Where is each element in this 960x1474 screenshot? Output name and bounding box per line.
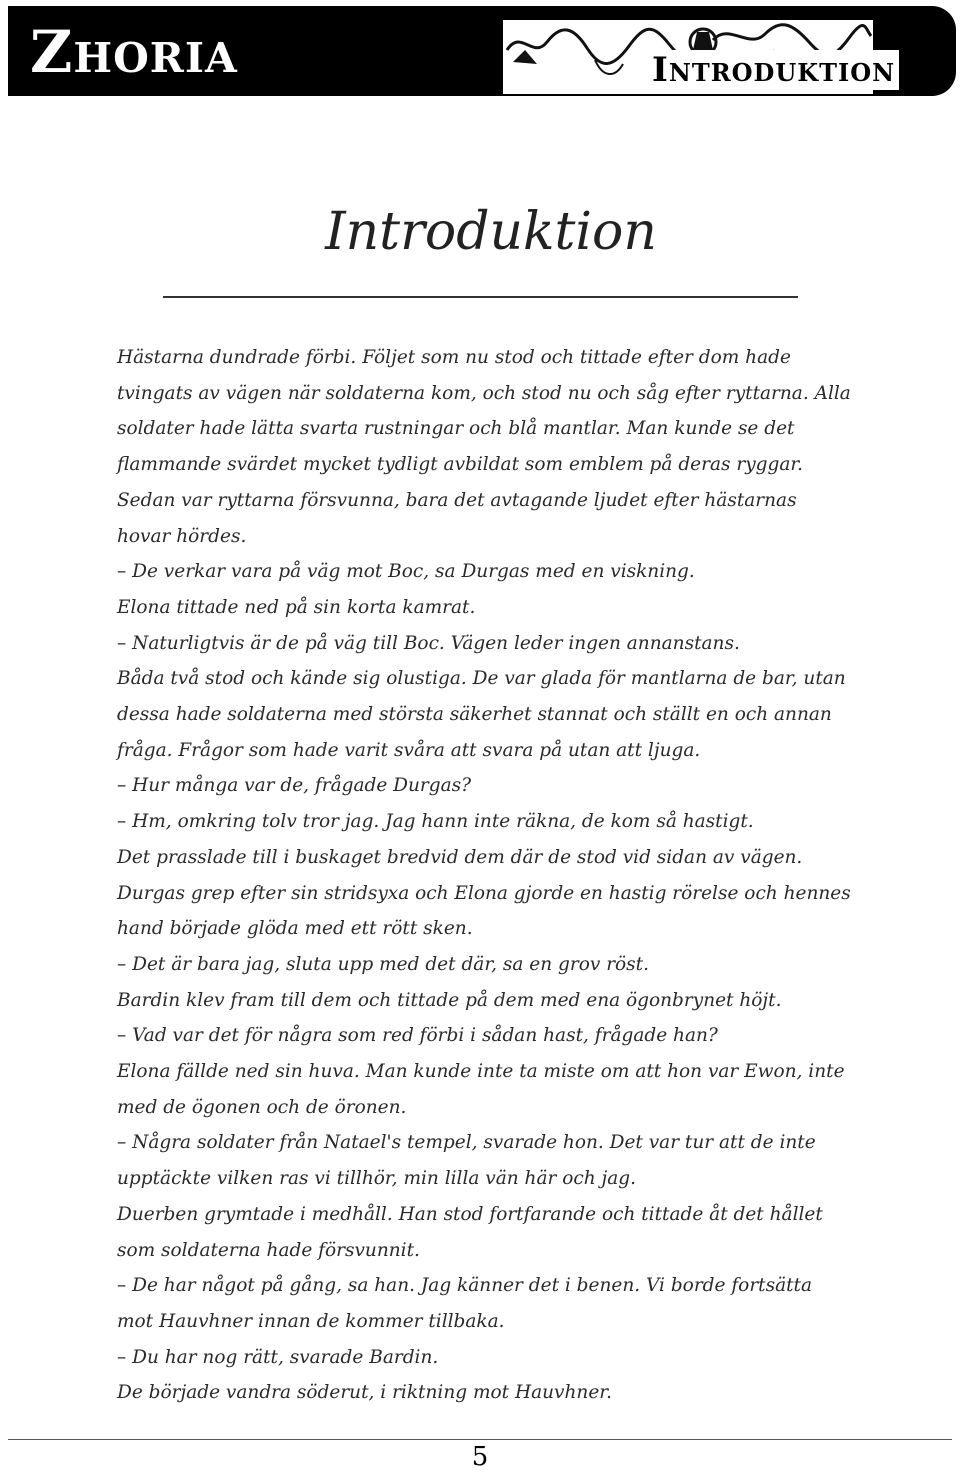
paragraph: Bardin klev fram till dem och tittade på dem med ena ögonbrynet höjt. xyxy=(117,989,782,1011)
paragraph: Duerben grymtade i medhåll. Han stod fortfarande och tittade åt det hållet som soldaterna hade försvunnit. xyxy=(117,1203,823,1261)
paragraph: De började vandra söderut, i riktning mot Hauvhner. xyxy=(117,1382,612,1404)
paragraph: – Du har nog rätt, svarade Bardin. xyxy=(117,1346,439,1368)
paragraph: Båda två stod och kände sig olustiga. De var glada för mantlarna de bar, utan dessa hade soldaterna med största säkerhet stannat och ställt en och annan fråga. Frågor som hade varit svåra att svara på utan att ljuga. xyxy=(117,668,846,761)
brand-title: Zhoria xyxy=(30,18,238,86)
paragraph: – De har något på gång, sa han. Jag känner det i benen. Vi borde fortsätta mot Hauvhner innan de kommer tillbaka. xyxy=(117,1275,813,1332)
story-text xyxy=(117,340,852,1411)
paragraph: Elona fällde ned sin huva. Man kunde inte ta miste om att hon var Ewon, inte med de ögonen och de öronen. xyxy=(117,1061,845,1118)
paragraph: – Hm, omkring tolv tror jag. Jag hann inte räkna, de kom så hastigt. xyxy=(117,811,754,833)
paragraph: Hästarna dundrade förbi. Följet som nu stod och tittade efter dom hade tvingats av vägen när soldaterna kom, och stod nu och såg efter ryttarna. Alla soldater hade lätta svarta rustningar och blå mantlar. Man kunde se det flammande svärdet mycket tydligt avbildat som emblem på deras ryggar. Sedan var ryttarna försvunna, bara det avtagande ljudet efter hästarnas hovar hördes. xyxy=(117,347,851,547)
page-header xyxy=(8,6,956,96)
paragraph: – Vad var det för några som red förbi i sådan hast, frågade han? xyxy=(117,1025,718,1047)
paragraph: – Det är bara jag, sluta upp med det där, sa en grov röst. xyxy=(117,953,649,975)
paragraph: – Några soldater från Natael's tempel, svarade hon. Det var tur att de inte upptäckte vilken ras vi tillhör, min lilla vän här och jag. xyxy=(117,1132,816,1190)
paragraph: – Hur många var de, frågade Durgas? xyxy=(117,775,472,797)
paragraph: Det prasslade till i buskaget bredvid dem där de stod vid sidan av vägen. Durgas grep efter sin stridsyxa och Elona gjorde en hastig rörelse och hennes hand började glöda med ett rött sken. xyxy=(117,846,851,940)
paragraph: Elona tittade ned på sin korta kamrat. xyxy=(117,596,476,618)
title-divider xyxy=(163,296,798,298)
paragraph: – Naturligtvis är de på väg till Boc. Vägen leder ingen annanstans. xyxy=(117,632,740,654)
paragraph: – De verkar vara på väg mot Boc, sa Durgas med en viskning. xyxy=(117,561,695,583)
section-title: Introduktion xyxy=(648,50,899,90)
page-number: 5 xyxy=(471,1442,489,1472)
page-title: Introduktion xyxy=(325,202,657,262)
